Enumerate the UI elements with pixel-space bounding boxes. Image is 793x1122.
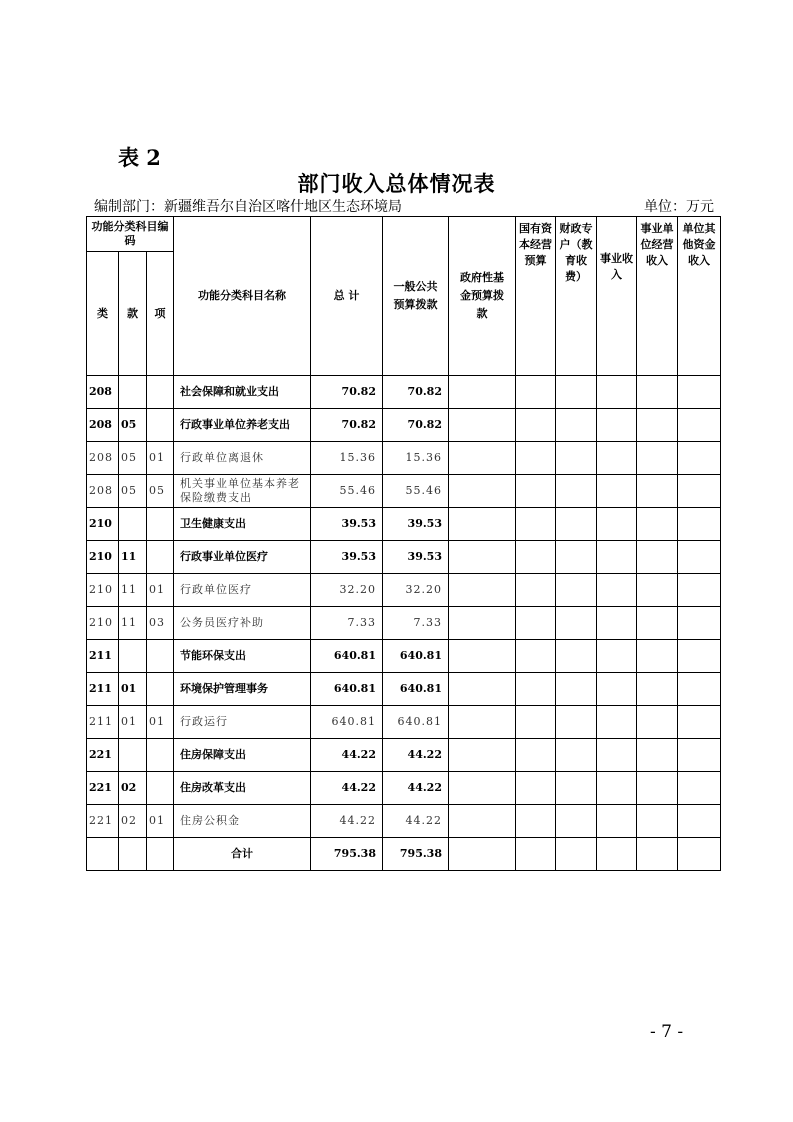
cell-section: 02 <box>119 805 147 838</box>
total-label: 合计 <box>174 838 311 871</box>
cell-empty <box>678 475 721 508</box>
cell-class: 211 <box>87 706 119 739</box>
cell-empty <box>516 805 556 838</box>
cell-name: 公务员医疗补助 <box>174 607 311 640</box>
table-row <box>87 739 721 772</box>
cell-empty <box>556 772 597 805</box>
total-row <box>87 838 721 871</box>
cell-name: 机关事业单位基本养老保险缴费支出 <box>174 475 311 508</box>
cell-total: 39.53 <box>311 508 383 541</box>
cell-total: 640.81 <box>311 673 383 706</box>
cell-total: 55.46 <box>311 475 383 508</box>
cell-class: 210 <box>87 508 119 541</box>
header-other-income: 单位其他资金收入 <box>678 217 721 376</box>
cell-empty <box>556 739 597 772</box>
cell-empty <box>556 475 597 508</box>
cell-empty <box>449 541 516 574</box>
cell-empty <box>597 475 637 508</box>
cell-empty <box>597 508 637 541</box>
cell-empty <box>637 376 678 409</box>
header-section: 款 <box>119 252 147 376</box>
cell-empty <box>637 508 678 541</box>
cell-general: 39.53 <box>383 541 449 574</box>
header-general-budget: 一般公共预算拨款 <box>383 217 449 376</box>
cell-empty <box>516 442 556 475</box>
table-row <box>87 475 721 508</box>
cell-empty <box>678 541 721 574</box>
cell-class: 208 <box>87 475 119 508</box>
cell-empty <box>516 706 556 739</box>
cell-empty <box>449 706 516 739</box>
cell-empty <box>678 673 721 706</box>
cell-empty <box>556 640 597 673</box>
cell-section: 05 <box>119 475 147 508</box>
table-row <box>87 640 721 673</box>
header-class: 类 <box>87 252 119 376</box>
cell-name: 卫生健康支出 <box>174 508 311 541</box>
cell-empty <box>637 805 678 838</box>
cell-empty <box>516 376 556 409</box>
cell-class: 211 <box>87 640 119 673</box>
cell-empty <box>449 376 516 409</box>
cell-empty <box>556 607 597 640</box>
cell-general: 7.33 <box>383 607 449 640</box>
cell-section: 01 <box>119 673 147 706</box>
cell-empty <box>678 838 721 871</box>
cell-empty <box>516 838 556 871</box>
cell-empty <box>678 739 721 772</box>
cell-empty <box>637 607 678 640</box>
cell-total: 70.82 <box>311 409 383 442</box>
cell-item <box>147 409 174 442</box>
cell-empty <box>449 673 516 706</box>
table-row <box>87 607 721 640</box>
cell-empty <box>449 442 516 475</box>
cell-empty <box>449 772 516 805</box>
header-total: 总 计 <box>311 217 383 376</box>
total-general: 795.38 <box>383 838 449 871</box>
header-business-income: 事业收入 <box>597 217 637 376</box>
cell-class: 208 <box>87 409 119 442</box>
cell-item <box>147 673 174 706</box>
cell-section: 05 <box>119 409 147 442</box>
cell-name: 住房改革支出 <box>174 772 311 805</box>
cell-empty <box>449 805 516 838</box>
cell-general: 55.46 <box>383 475 449 508</box>
table-row <box>87 772 721 805</box>
cell-empty <box>449 475 516 508</box>
cell-total: 7.33 <box>311 607 383 640</box>
cell-empty <box>678 442 721 475</box>
cell-empty <box>597 376 637 409</box>
cell-name: 节能环保支出 <box>174 640 311 673</box>
cell-empty <box>516 640 556 673</box>
cell-empty <box>637 442 678 475</box>
cell-empty <box>449 409 516 442</box>
cell-empty <box>556 574 597 607</box>
cell-empty <box>449 640 516 673</box>
cell-class: 208 <box>87 442 119 475</box>
cell-name: 行政运行 <box>174 706 311 739</box>
cell-item <box>147 772 174 805</box>
cell-empty <box>516 475 556 508</box>
cell-empty <box>637 574 678 607</box>
cell-empty <box>637 739 678 772</box>
cell-empty <box>637 673 678 706</box>
cell-empty <box>597 409 637 442</box>
cell-item: 01 <box>147 706 174 739</box>
cell-empty <box>597 706 637 739</box>
cell-general: 39.53 <box>383 508 449 541</box>
department-label: 编制部门：新疆维吾尔自治区喀什地区生态环境局 <box>94 199 402 215</box>
cell-empty <box>637 772 678 805</box>
cell-item <box>147 508 174 541</box>
cell-section <box>119 376 147 409</box>
cell-general: 32.20 <box>383 574 449 607</box>
cell-empty <box>449 574 516 607</box>
cell-empty <box>516 541 556 574</box>
meta-row <box>94 196 714 216</box>
cell-class: 210 <box>87 607 119 640</box>
header-gov-fund: 政府性基金预算拨款 <box>449 217 516 376</box>
cell-total: 44.22 <box>311 739 383 772</box>
table-row <box>87 508 721 541</box>
cell-empty <box>597 541 637 574</box>
cell-general: 70.82 <box>383 376 449 409</box>
cell-empty <box>556 541 597 574</box>
cell-total: 15.36 <box>311 442 383 475</box>
cell-empty <box>87 838 119 871</box>
cell-empty <box>678 574 721 607</box>
cell-section: 11 <box>119 541 147 574</box>
table-row <box>87 409 721 442</box>
cell-empty <box>516 673 556 706</box>
table-row <box>87 805 721 838</box>
cell-empty <box>449 607 516 640</box>
cell-name: 行政单位医疗 <box>174 574 311 607</box>
cell-general: 640.81 <box>383 706 449 739</box>
table-row <box>87 574 721 607</box>
cell-class: 210 <box>87 574 119 607</box>
cell-empty <box>597 673 637 706</box>
cell-empty <box>637 409 678 442</box>
cell-empty <box>556 409 597 442</box>
cell-empty <box>556 376 597 409</box>
cell-empty <box>556 805 597 838</box>
cell-item: 01 <box>147 574 174 607</box>
cell-empty <box>449 739 516 772</box>
cell-empty <box>516 739 556 772</box>
cell-class: 208 <box>87 376 119 409</box>
cell-total: 640.81 <box>311 640 383 673</box>
cell-section <box>119 739 147 772</box>
cell-item <box>147 541 174 574</box>
cell-name: 住房保障支出 <box>174 739 311 772</box>
table-number: 表 2 <box>118 145 161 170</box>
cell-total: 39.53 <box>311 541 383 574</box>
cell-section <box>119 508 147 541</box>
cell-name: 社会保障和就业支出 <box>174 376 311 409</box>
cell-class: 210 <box>87 541 119 574</box>
cell-empty <box>597 805 637 838</box>
table-row <box>87 541 721 574</box>
page-number: - 7 - <box>650 1022 684 1042</box>
cell-item: 05 <box>147 475 174 508</box>
cell-empty <box>516 772 556 805</box>
cell-general: 640.81 <box>383 640 449 673</box>
cell-empty <box>556 508 597 541</box>
cell-empty <box>678 508 721 541</box>
cell-empty <box>516 508 556 541</box>
cell-section: 05 <box>119 442 147 475</box>
cell-empty <box>597 739 637 772</box>
cell-total: 640.81 <box>311 706 383 739</box>
cell-empty <box>637 541 678 574</box>
cell-empty <box>147 838 174 871</box>
cell-name: 住房公积金 <box>174 805 311 838</box>
cell-section: 02 <box>119 772 147 805</box>
cell-class: 211 <box>87 673 119 706</box>
cell-item <box>147 640 174 673</box>
cell-item: 01 <box>147 442 174 475</box>
cell-class: 221 <box>87 805 119 838</box>
cell-section: 11 <box>119 607 147 640</box>
document-title: 部门收入总体情况表 <box>297 171 496 196</box>
cell-empty <box>678 706 721 739</box>
table-row <box>87 376 721 409</box>
cell-name: 环境保护管理事务 <box>174 673 311 706</box>
cell-empty <box>597 772 637 805</box>
cell-empty <box>597 442 637 475</box>
cell-name: 行政事业单位养老支出 <box>174 409 311 442</box>
cell-general: 44.22 <box>383 739 449 772</box>
cell-empty <box>556 673 597 706</box>
cell-general: 15.36 <box>383 442 449 475</box>
header-unit-operating: 事业单位经营收入 <box>637 217 678 376</box>
cell-empty <box>516 607 556 640</box>
cell-class: 221 <box>87 772 119 805</box>
cell-item <box>147 376 174 409</box>
cell-empty <box>597 838 637 871</box>
table-row <box>87 673 721 706</box>
cell-item: 01 <box>147 805 174 838</box>
cell-empty <box>678 376 721 409</box>
cell-empty <box>449 838 516 871</box>
cell-empty <box>678 640 721 673</box>
cell-item <box>147 739 174 772</box>
cell-empty <box>556 442 597 475</box>
cell-empty <box>637 838 678 871</box>
cell-empty <box>637 475 678 508</box>
cell-item: 03 <box>147 607 174 640</box>
cell-name: 行政事业单位医疗 <box>174 541 311 574</box>
cell-general: 640.81 <box>383 673 449 706</box>
cell-general: 70.82 <box>383 409 449 442</box>
cell-empty <box>678 409 721 442</box>
cell-empty <box>678 607 721 640</box>
total-value: 795.38 <box>311 838 383 871</box>
cell-empty <box>637 706 678 739</box>
unit-label: 单位：万元 <box>644 199 714 215</box>
cell-empty <box>678 772 721 805</box>
header-fiscal-special: 财政专户（教育收费） <box>556 217 597 376</box>
cell-total: 44.22 <box>311 805 383 838</box>
cell-empty <box>597 607 637 640</box>
cell-empty <box>516 574 556 607</box>
cell-empty <box>556 838 597 871</box>
income-table <box>86 216 721 871</box>
table-row <box>87 706 721 739</box>
header-item: 项 <box>147 252 174 376</box>
cell-empty <box>449 508 516 541</box>
cell-empty <box>597 640 637 673</box>
cell-class: 221 <box>87 739 119 772</box>
cell-name: 行政单位离退休 <box>174 442 311 475</box>
cell-empty <box>678 805 721 838</box>
table-body <box>87 376 721 871</box>
cell-section: 11 <box>119 574 147 607</box>
header-code-group: 功能分类科目编码 <box>87 217 174 252</box>
table-row <box>87 442 721 475</box>
cell-empty <box>516 409 556 442</box>
cell-general: 44.22 <box>383 772 449 805</box>
header-state-capital: 国有资本经营预算 <box>516 217 556 376</box>
cell-total: 44.22 <box>311 772 383 805</box>
cell-total: 70.82 <box>311 376 383 409</box>
cell-empty <box>637 640 678 673</box>
cell-total: 32.20 <box>311 574 383 607</box>
header-name: 功能分类科目名称 <box>174 217 311 376</box>
cell-section: 01 <box>119 706 147 739</box>
cell-general: 44.22 <box>383 805 449 838</box>
cell-empty <box>597 574 637 607</box>
cell-section <box>119 640 147 673</box>
cell-empty <box>556 706 597 739</box>
cell-empty <box>119 838 147 871</box>
